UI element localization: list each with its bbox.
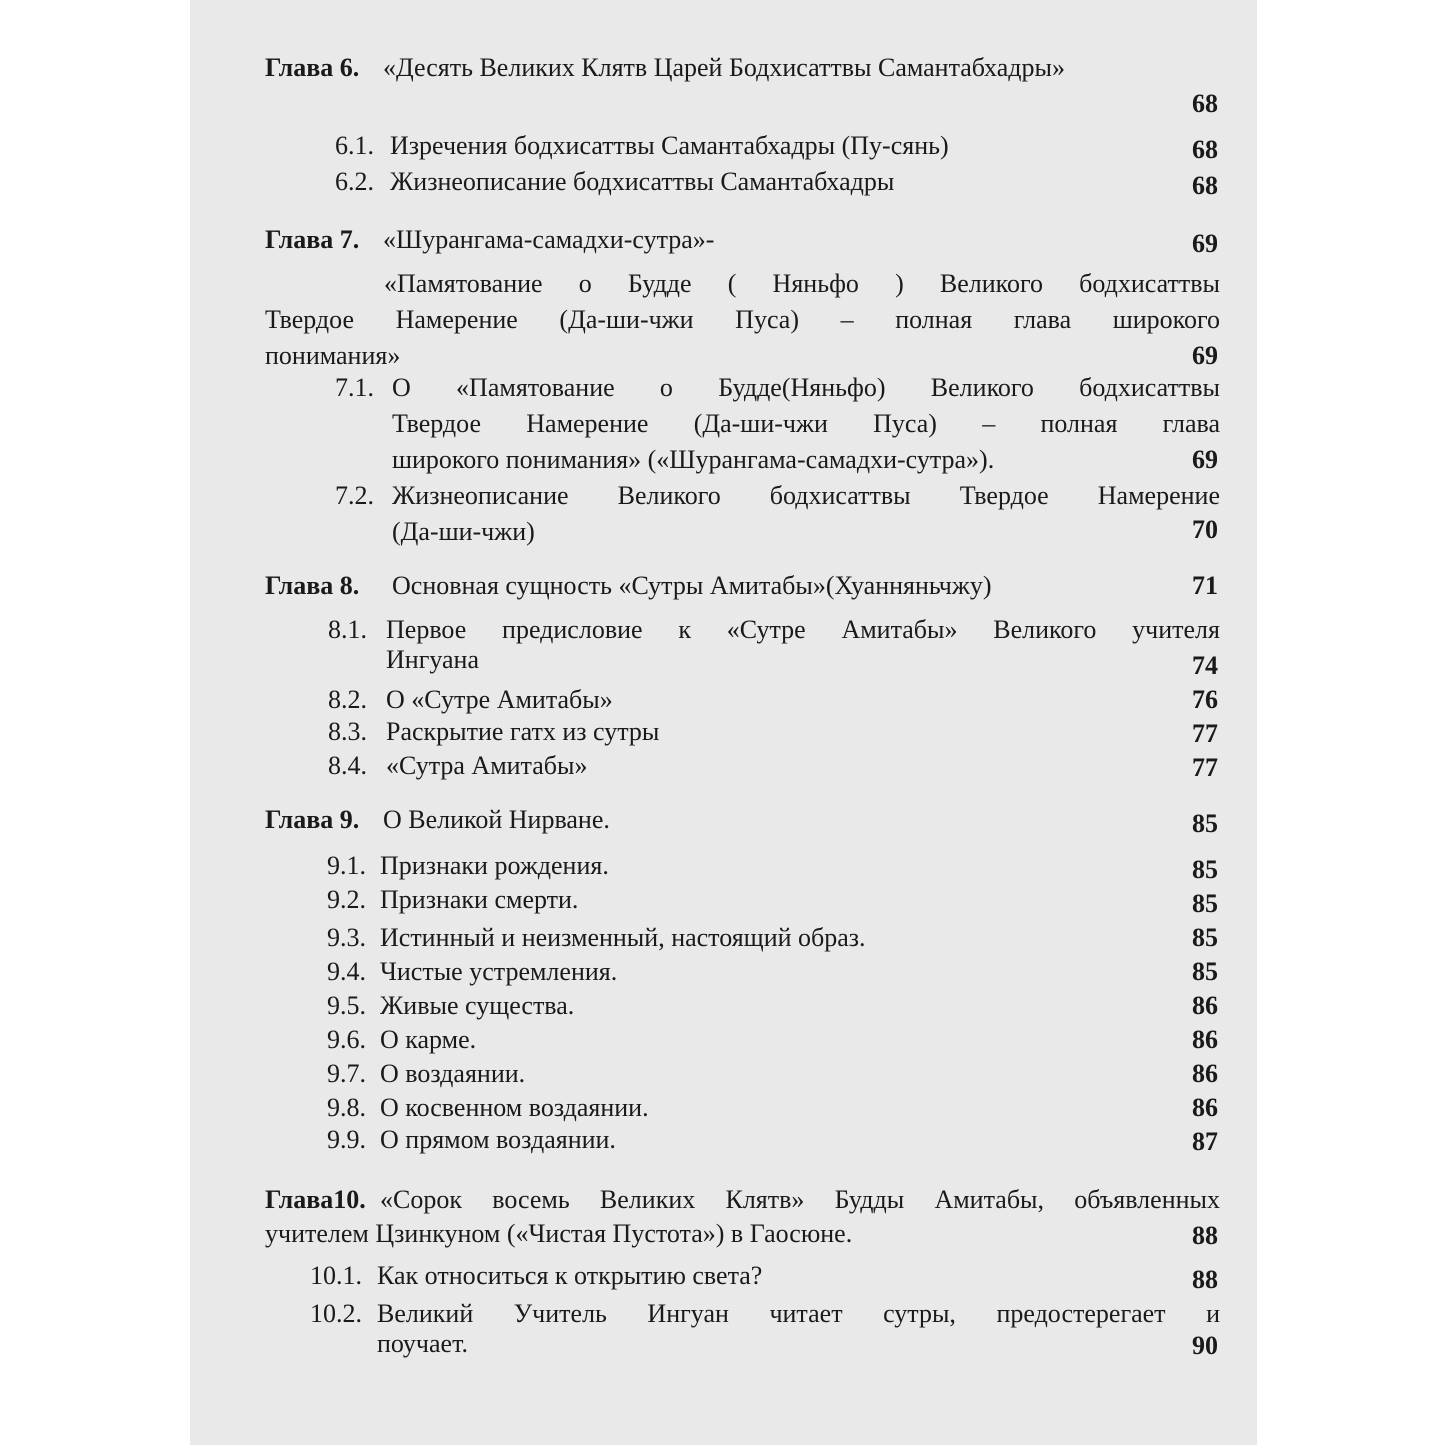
item-title: «Сутра Амитабы» [386,751,588,780]
page-number: 77 [1192,719,1218,748]
page-number: 88 [1192,1221,1218,1250]
chapter-title: Основная сущность «Сутры Амитабы»(Хуанняньчжу) [392,571,992,600]
chapter-label: Глава 6. [265,53,360,82]
item-title: (Да-ши-чжи) [392,517,535,546]
item-number: 9.2. [327,885,366,914]
item-title: Жизнеописание Великого бодхисаттвы Твердое Намерение [392,481,1220,510]
item-number: 10.1. [310,1261,362,1290]
page-number: 87 [1192,1127,1218,1156]
item-number: 8.4. [328,751,367,780]
item-number: 10.2. [310,1299,362,1328]
item-number: 8.2. [328,685,367,714]
page-number: 68 [1192,89,1218,118]
item-number: 9.9. [327,1125,366,1154]
item-number: 6.2. [335,167,374,196]
item-title: Жизнеописание бодхисаттвы Самантабхадры [390,167,895,196]
chapter-title: «Десять Великих Клятв Царей Бодхисаттвы Самантабхадры» [383,53,1065,82]
item-number: 9.1. [327,851,366,880]
page-number: 68 [1192,171,1218,200]
item-title: Великий Учитель Ингуан читает сутры, предостерегает и [377,1299,1220,1328]
page-number: 85 [1192,855,1218,884]
item-number: 8.3. [328,717,367,746]
item-title: Чистые устремления. [380,957,618,986]
chapter-label: Глава10. [265,1185,366,1214]
item-title: Изречения бодхисаттвы Самантабхадры (Пу-сянь) [390,131,949,160]
item-title: Признаки рождения. [380,851,609,880]
chapter-subtitle: Твердое Намерение (Да-ши-чжи Пуса) – полная глава широкого [265,305,1220,334]
page-number: 86 [1192,1059,1218,1088]
item-title: О прямом воздаянии. [380,1125,616,1154]
page-number: 85 [1192,957,1218,986]
item-number: 7.2. [335,481,374,510]
item-title: О карме. [380,1025,477,1054]
page-number: 77 [1192,753,1218,782]
item-number: 7.1. [335,373,374,402]
page-number: 85 [1192,809,1218,838]
page-number: 76 [1192,685,1218,714]
item-number: 9.6. [327,1025,366,1054]
page-number: 70 [1192,515,1218,544]
chapter-title: «Сорок восемь Великих Клятв» Будды Амитабы, объявленных [380,1185,1220,1214]
chapter-title: О Великой Нирване. [383,805,610,834]
item-title: широкого понимания» («Шурангама-самадхи-сутра»). [392,445,995,474]
page-number: 69 [1192,445,1218,474]
page-number: 74 [1192,651,1218,680]
chapter-label: Глава 9. [265,805,360,834]
page-number: 86 [1192,1025,1218,1054]
item-number: 9.8. [327,1093,366,1122]
page-number: 69 [1192,229,1218,258]
item-number: 6.1. [335,131,374,160]
chapter-subtitle: «Памятование о Будде ( Няньфо ) Великого бодхисаттвы [384,269,1220,298]
item-title: Ингуана [386,645,480,674]
item-title: О косвенном воздаянии. [380,1093,649,1122]
chapter-label: Глава 8. [265,571,360,600]
item-title: Истинный и неизменный, настоящий образ. [380,923,866,952]
item-number: 9.3. [327,923,366,952]
chapter-label: Глава 7. [265,225,360,254]
page-number: 88 [1192,1265,1218,1294]
item-number: 9.5. [327,991,366,1020]
item-number: 9.4. [327,957,366,986]
page-number: 68 [1192,135,1218,164]
chapter-title: «Шурангама-самадхи-сутра»- [383,225,715,254]
item-number: 9.7. [327,1059,366,1088]
page-number: 85 [1192,923,1218,952]
item-title: О воздаянии. [380,1059,526,1088]
chapter-subtitle: понимания» [265,341,401,370]
item-title: Первое предисловие к «Сутре Амитабы» Великого учителя [386,615,1220,644]
item-title: Твердое Намерение (Да-ши-чжи Пуса) – полная глава [392,409,1220,438]
page-number: 90 [1192,1331,1218,1360]
item-title: поучает. [377,1329,468,1358]
chapter-title: учителем Цзинкуном («Чистая Пустота») в Гаосюне. [265,1219,853,1248]
page-number: 69 [1192,341,1218,370]
page-number: 86 [1192,991,1218,1020]
page-number: 85 [1192,889,1218,918]
page-number: 86 [1192,1093,1218,1122]
item-title: Раскрытие гатх из сутры [386,717,660,746]
item-title: Как относиться к открытию света? [377,1261,763,1290]
item-title: Живые существа. [380,991,575,1020]
item-title: Признаки смерти. [380,885,579,914]
page-number: 71 [1192,571,1218,600]
item-title: О «Сутре Амитабы» [386,685,613,714]
item-number: 8.1. [328,615,367,644]
item-title: О «Памятование о Будде(Няньфо) Великого бодхисаттвы [392,373,1220,402]
